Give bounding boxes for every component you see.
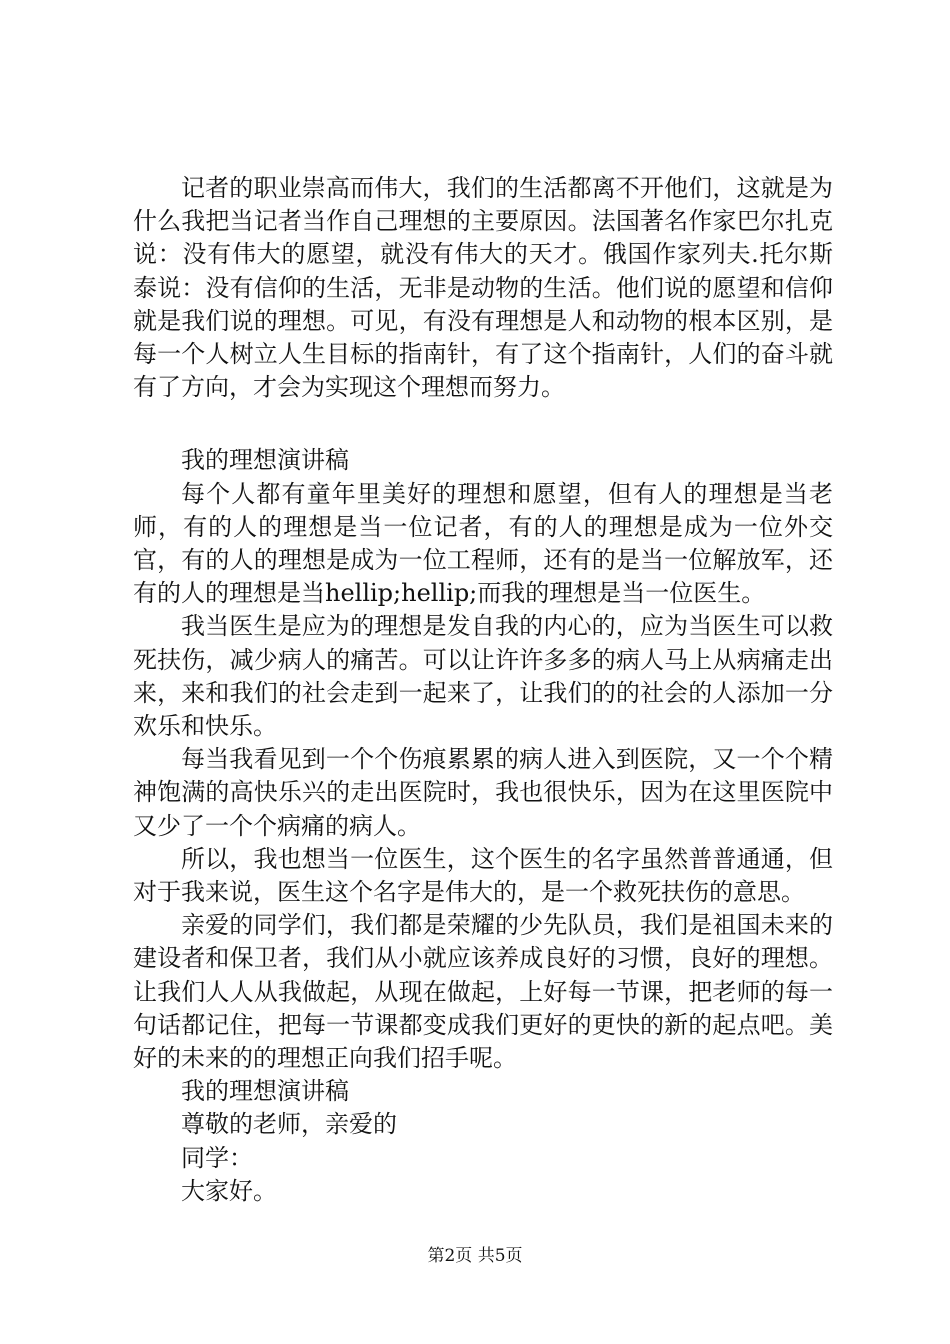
page-footer: 第2页 共5页 bbox=[427, 1246, 523, 1266]
document-body bbox=[133, 172, 833, 1208]
greeting-line: 尊敬的老师，亲爱的 bbox=[181, 1110, 397, 1139]
speech-paragraph: 每当我看见到一个个伤痕累累的病人进入到医院，又一个个精神饱满的高快乐兴的走出医院时，我也很快乐，因为在这里医院中又少了一个个病痛的病人。 bbox=[133, 745, 833, 840]
speech-title: 我的理想演讲稿 bbox=[181, 446, 349, 475]
section-gap bbox=[133, 404, 833, 444]
speech-paragraph: 每个人都有童年里美好的理想和愿望，但有人的理想是当老师，有的人的理想是当一位记者，有的人的理想是成为一位外交官，有的人的理想是成为一位工程师，还有的是当一位解放军，还有的人的理想是当hellip;hellip;而我的理想是当一位医生。 bbox=[133, 479, 833, 608]
speech-title: 我的理想演讲稿 bbox=[181, 1077, 349, 1106]
speech-paragraph: 我当医生是应为的理想是发自我的内心的，应为当医生可以救死扶伤，减少病人的痛苦。可以让许许多多的病人马上从病痛走出来，来和我们的社会走到一起来了，让我们的的社会的人添加一分欢乐和快乐。 bbox=[133, 612, 833, 741]
greeting-line: 同学： bbox=[181, 1143, 253, 1172]
intro-paragraph: 记者的职业崇高而伟大，我们的生活都离不开他们，这就是为什么我把当记者当作自己理想的主要原因。法国著名作家巴尔扎克说：没有伟大的愿望，就没有伟大的天才。俄国作家列夫.托尔斯泰说：没有信仰的生活，无非是动物的生活。他们说的愿望和信仰就是我们说的理想。可见，有没有理想是人和动物的根本区别，是每一个人树立人生目标的指南针，有了这个指南针，人们的奋斗就有了方向，才会为实现这个理想而努力。 bbox=[133, 174, 833, 402]
greeting-line: 大家好。 bbox=[181, 1176, 277, 1205]
speech-paragraph: 亲爱的同学们，我们都是荣耀的少先队员，我们是祖国未来的建设者和保卫者，我们从小就应该养成良好的习惯，良好的理想。让我们人人从我做起，从现在做起，上好每一节课，把老师的每一句话都记住，把每一节课都变成我们更好的更快的新的起点吧。美好的未来的的理想正向我们招手呢。 bbox=[133, 911, 833, 1073]
speech-paragraph: 所以，我也想当一位医生，这个医生的名字虽然普普通通，但对于我来说，医生这个名字是伟大的，是一个救死扶伤的意思。 bbox=[133, 844, 833, 907]
